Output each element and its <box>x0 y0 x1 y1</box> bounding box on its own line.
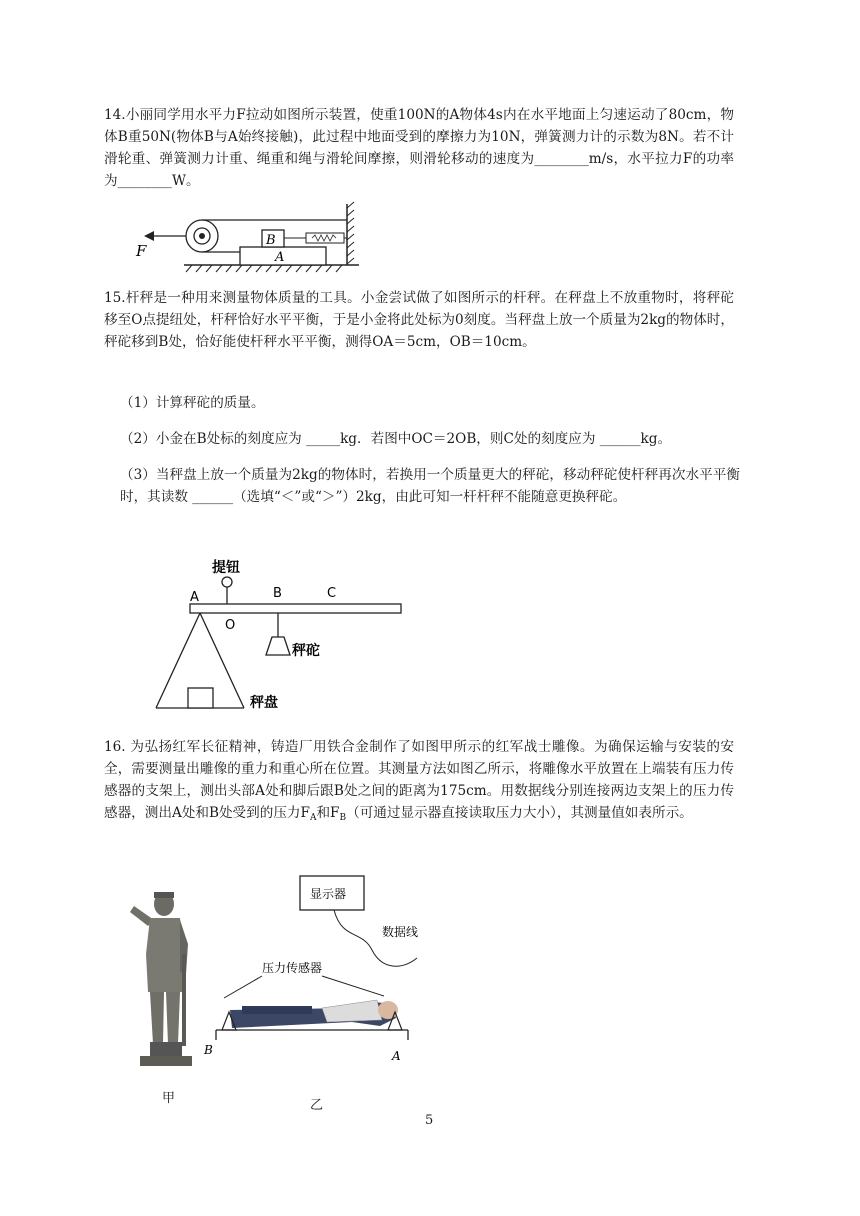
force-f-label: F <box>136 242 147 260</box>
q14-pulley-figure <box>134 200 364 276</box>
question-16-text-post: （可通过显示器直接读取压力大小），其测量值如表所示。 <box>346 805 693 821</box>
question-16-text-mid: 和F <box>316 805 340 821</box>
point-b-label: B <box>273 586 282 601</box>
question-16-text <box>104 736 734 829</box>
question-15-part-1: （1）计算秤砣的质量。 <box>120 395 265 411</box>
figure-yi-label: 乙 <box>310 1098 324 1113</box>
figure-jia-label: 甲 <box>162 1091 176 1106</box>
point-c-label: C <box>327 586 337 601</box>
subscript-b: B <box>339 813 347 823</box>
subscript-a: A <box>309 813 317 823</box>
question-15-part-2: （2）小金在B处标的刻度应为 _____kg．若图中OC＝2OB，则C处的刻度应为 ______kg。 <box>120 431 672 447</box>
question-16-text-pre: 16. 为弘扬红军长征精神，铸造厂用铁合金制作了如图甲所示的红军战士雕像。为确保运输与安装的安全，需要测量出雕像的重力和重心所在位置。其测量方法如图乙所示，将雕像水平放置在上端装有压力传感器的支架上，测出头部A处和脚后跟B处之间的距离为175cm。用数据线分别连接两边支架上的压力传感器，测出A处和B处受到的压力F <box>104 739 734 821</box>
point-a-label-16: A <box>392 1049 401 1063</box>
chengpan-label: 秤盘 <box>250 695 278 711</box>
sensor-label: 压力传感器 <box>262 961 323 975</box>
question-15-part-3: （3）当秤盘上放一个质量为2kg的物体时，若换用一个质量更大的秤砣，移动秤砣使杆秤再次水平平衡时，其读数 ______（选填“＜”或“＞”）2kg，由此可知一杆杆秤不能随意更换秤砣。 <box>120 467 740 505</box>
block-a-label: A <box>275 250 285 265</box>
question-15-intro: 15.杆秤是一种用来测量物体质量的工具。小金尝试做了如图所示的杆秤。在秤盘上不放重物时，将秤砣移至O点提纽处，杆秤恰好水平平衡，于是小金将此处标为0刻度。当秤盘上放一个质量为2kg的物体时，秤砣移到B处，恰好能使杆秤水平平衡，测得OA＝5cm，OB＝10cm。 <box>104 290 734 350</box>
page-number: 5 <box>425 1113 434 1128</box>
display-label: 显示器 <box>310 887 347 901</box>
block-b-label: B <box>266 233 276 248</box>
chengtuo-label: 秤砣 <box>292 643 320 659</box>
q15-steelyard-figure <box>150 555 420 715</box>
question-14-text: 14.小丽同学用水平力F拉动如图所示装置，使重100N的A物体4s内在水平地面上匀速运动了80cm，物体B重50N(物体B与A始终接触)，此过程中地面受到的摩擦力为10N，弹簧测力计的示数为8N。若不计滑轮重、弹簧测力计重、绳重和绳与滑轮间摩擦，则滑轮移动的速度为________m/s，水平拉力F的功率为________W。 <box>104 107 734 189</box>
cable-label: 数据线 <box>382 925 419 939</box>
point-o-label: O <box>225 618 236 633</box>
point-b-label-16: B <box>204 1043 213 1057</box>
tiniu-label: 提钮 <box>212 560 240 576</box>
point-a-label: A <box>190 590 199 605</box>
measurement-setup-figure <box>202 870 432 1065</box>
